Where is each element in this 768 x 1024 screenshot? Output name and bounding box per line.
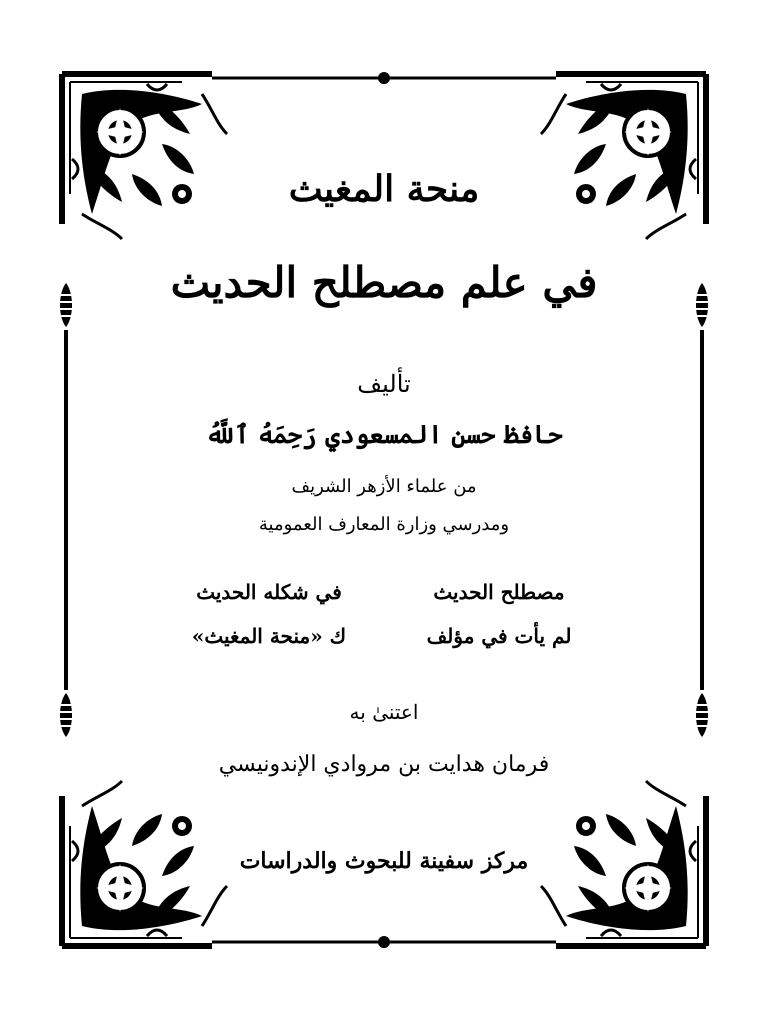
verse-line-2-left: ك «منحة المغيث» <box>191 624 347 648</box>
book-subtitle: في علم مصطلح الحديث <box>170 258 598 307</box>
verse-line-2-right: لم يأت في مؤلف <box>426 624 572 648</box>
verse-line-1-left: في شكله الحديث <box>196 580 342 604</box>
frame-top-line <box>212 72 556 84</box>
publisher-name: مركز سفينة للبحوث والدراسات <box>239 848 529 874</box>
verse-line-1-right: مصطلح الحديث <box>433 580 565 604</box>
cared-by-label: اعتنىٰ به <box>349 700 419 724</box>
corner-ornament-top-right <box>541 74 706 239</box>
author-description-2: ومدرسي وزارة المعارف العمومية <box>258 514 510 535</box>
frame-bottom-line <box>212 936 556 948</box>
author-name: حافظ حسن المسعودي رَحِمَهُ ٱللَّهُ <box>205 420 563 449</box>
verse-line-2 <box>0 624 768 648</box>
author-description-1: من علماء الأزهر الشريف <box>291 476 477 497</box>
corner-ornament-top-left <box>62 74 227 239</box>
book-title: منحة المغيث <box>288 168 480 210</box>
authored-by-label: تأليف <box>357 370 411 398</box>
verse-line-1 <box>0 580 768 604</box>
editor-name: فرمان هدايت بن مروادي الإندونيسي <box>218 752 550 777</box>
